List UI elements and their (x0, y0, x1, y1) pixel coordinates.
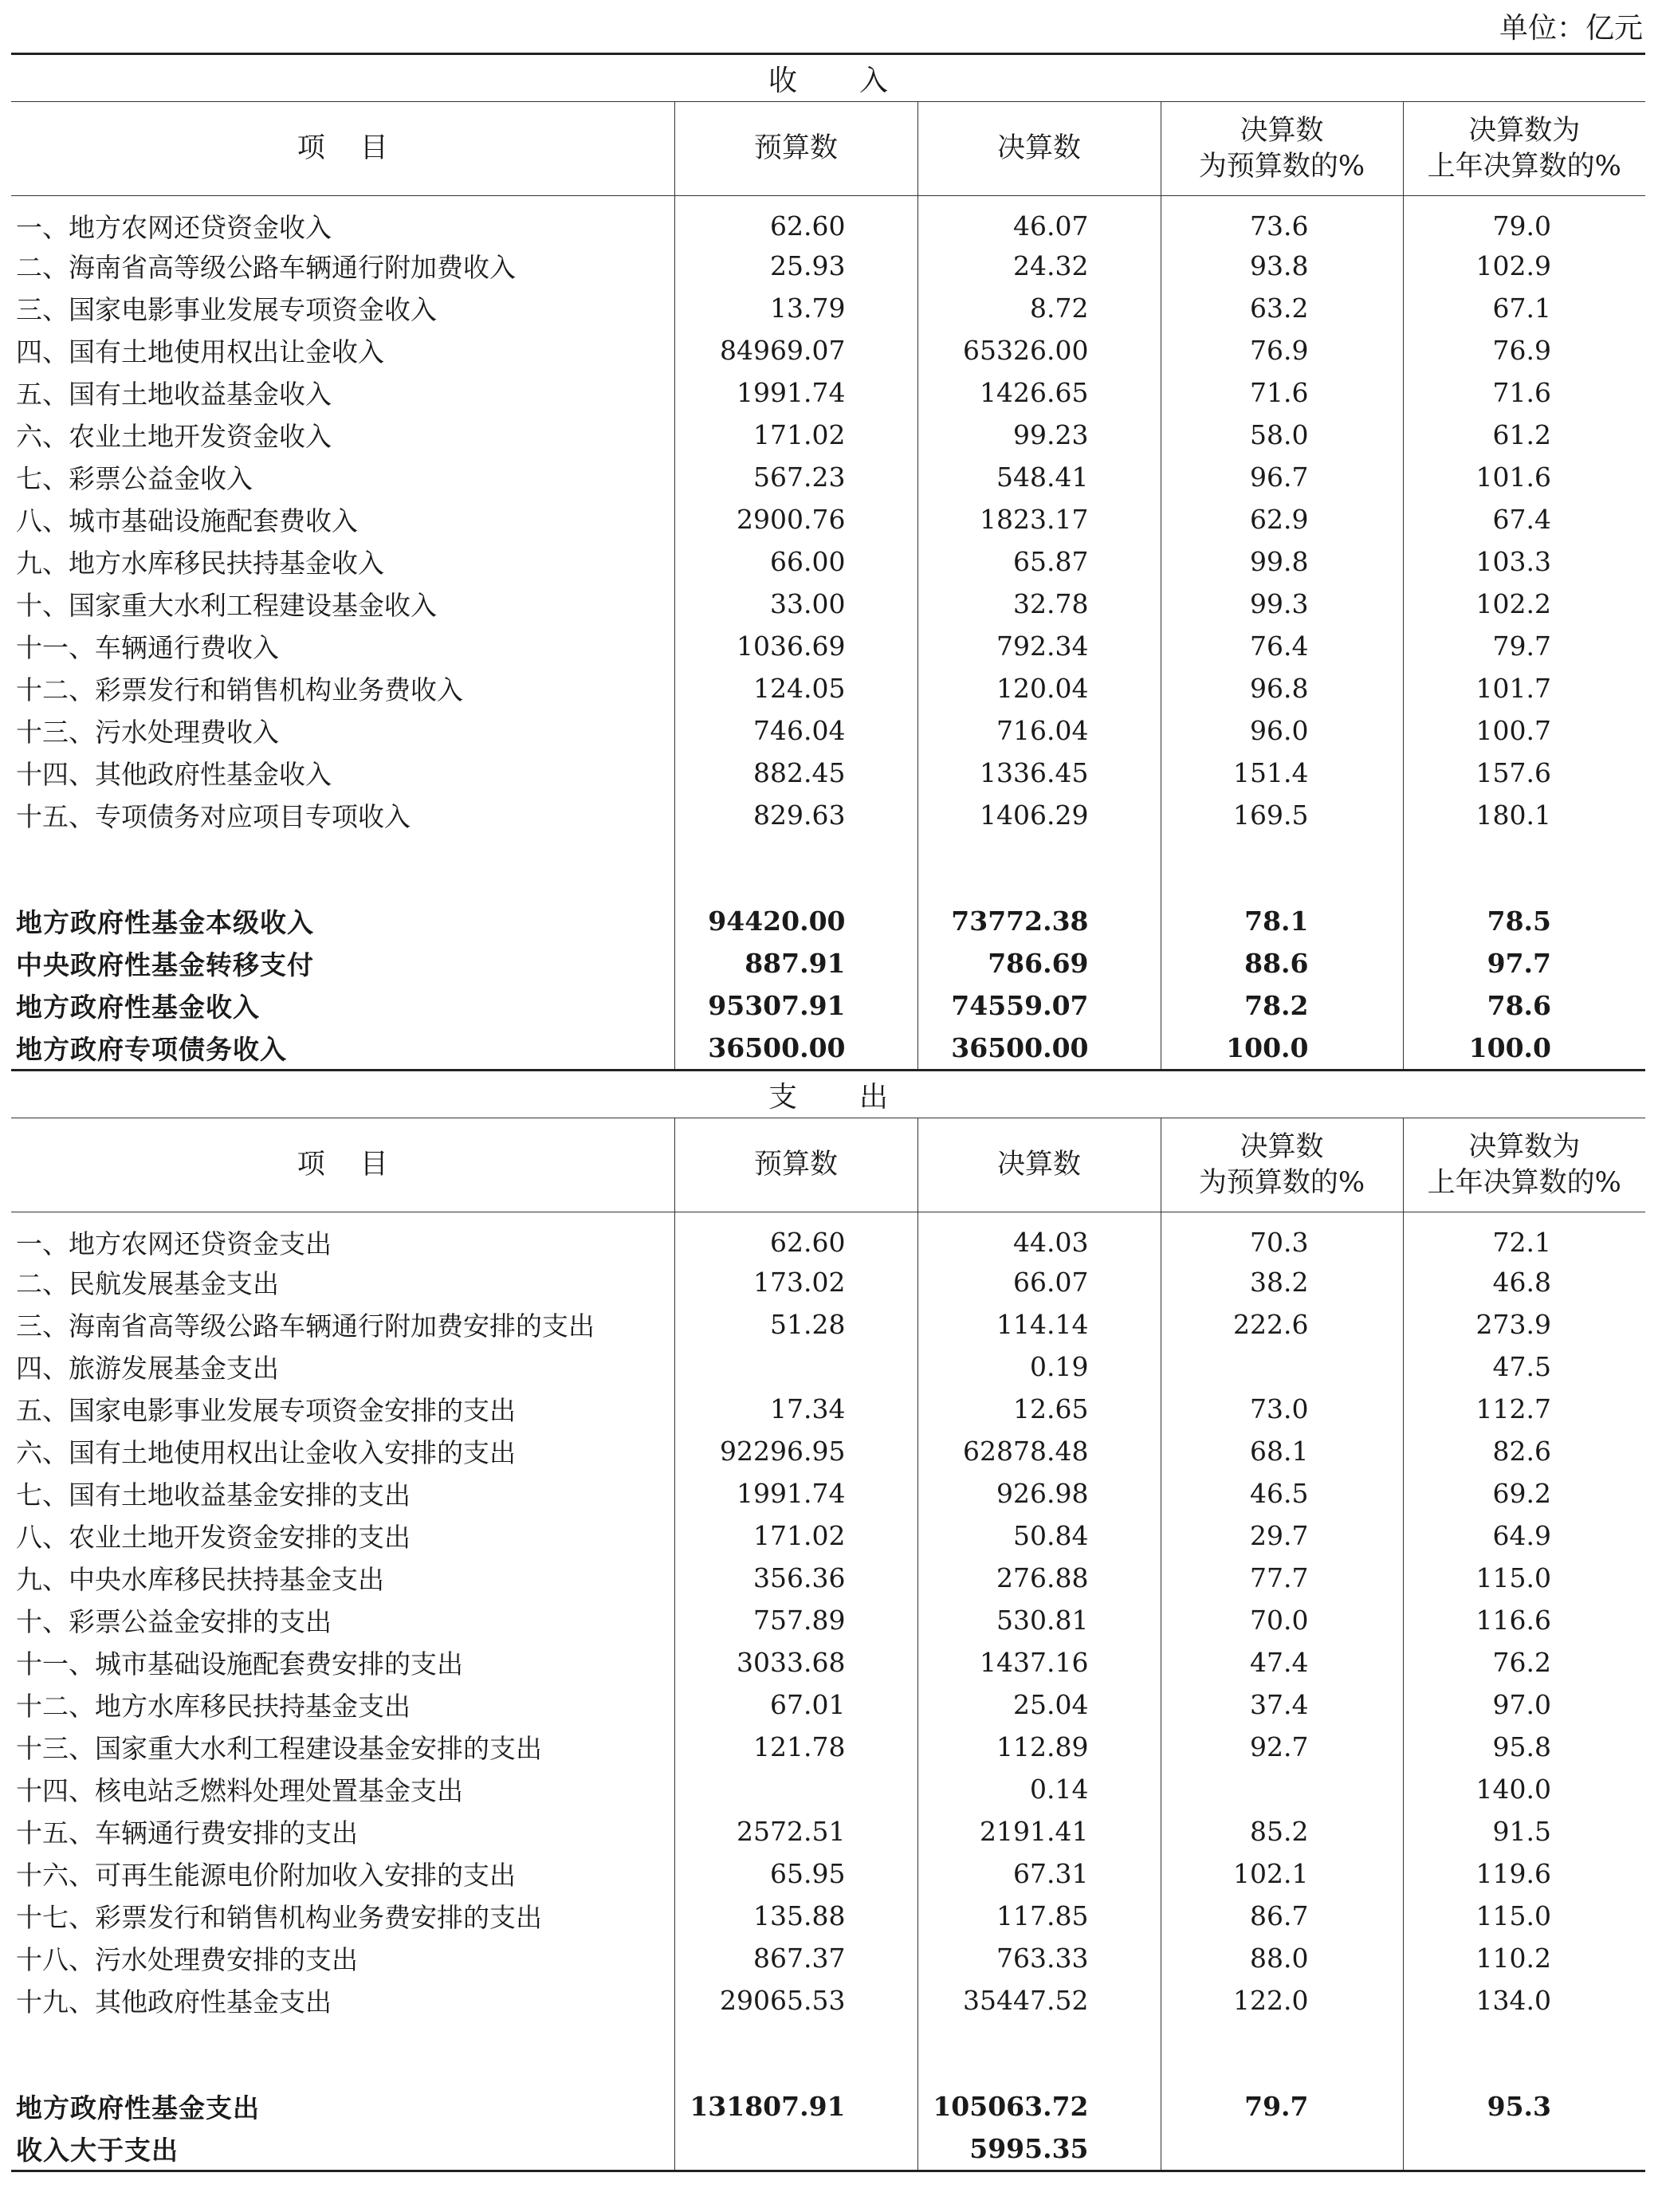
row-final: 65326.00 (917, 329, 1161, 371)
row-label: 八、城市基础设施配套费收入 (16, 505, 358, 536)
row-final: 112.89 (917, 1726, 1161, 1768)
header-pct-budget-line2: 为预算数的% (1198, 1166, 1365, 1199)
row-final: 66.07 (917, 1261, 1161, 1303)
row-pct-budget: 79.7 (1161, 2085, 1403, 2128)
spacer-cell (674, 836, 917, 900)
row-budget: 95307.91 (674, 984, 917, 1027)
table-row (11, 1261, 1645, 1303)
row-pct-prev: 180.1 (1403, 794, 1645, 836)
spacer-cell (674, 2021, 917, 2085)
row-budget: 94420.00 (674, 900, 917, 942)
row-label: 十四、核电站乏燃料处理处置基金支出 (16, 1775, 463, 1806)
row-pct-prev: 79.7 (1403, 625, 1645, 667)
row-budget: 3033.68 (674, 1641, 917, 1684)
table-row (11, 245, 1645, 287)
row-pct-prev: 78.6 (1403, 984, 1645, 1027)
row-final: 105063.72 (917, 2085, 1161, 2128)
row-budget: 62.60 (674, 196, 917, 246)
row-final: 0.14 (917, 1768, 1161, 1810)
row-pct-prev: 100.0 (1403, 1027, 1645, 1071)
row-budget: 171.02 (674, 1515, 917, 1557)
row-pct-prev: 91.5 (1403, 1810, 1645, 1853)
table-row (11, 1557, 1645, 1599)
table-row (11, 1979, 1645, 2021)
row-pct-budget: 76.9 (1161, 329, 1403, 371)
table-row (11, 1430, 1645, 1472)
row-label: 地方政府性基金本级收入 (16, 907, 314, 938)
row-label: 十一、城市基础设施配套费安排的支出 (16, 1648, 463, 1680)
row-final: 117.85 (917, 1895, 1161, 1937)
row-pct-budget: 63.2 (1161, 287, 1403, 329)
row-budget (674, 2128, 917, 2171)
row-pct-budget: 122.0 (1161, 1979, 1403, 2021)
row-label: 七、国有土地收益基金安排的支出 (16, 1479, 411, 1511)
header-final: 决算数 (917, 102, 1161, 196)
row-budget (674, 1768, 917, 1810)
row-label: 地方政府性基金收入 (16, 992, 260, 1023)
row-budget: 33.00 (674, 583, 917, 625)
spacer-cell (1403, 836, 1645, 900)
spacer-cell (917, 2021, 1161, 2085)
table-row (11, 900, 1645, 942)
table-row (11, 1027, 1645, 1071)
row-pct-prev: 69.2 (1403, 1472, 1645, 1515)
row-label: 九、地方水库移民扶持基金收入 (16, 548, 384, 579)
row-pct-budget: 70.3 (1161, 1212, 1403, 1262)
row-budget: 67.01 (674, 1684, 917, 1726)
row-budget: 567.23 (674, 456, 917, 498)
row-pct-prev: 97.7 (1403, 942, 1645, 984)
row-pct-prev: 273.9 (1403, 1303, 1645, 1346)
header-item-label: 项目 (297, 132, 423, 164)
table-row (11, 329, 1645, 371)
row-final: 65.87 (917, 540, 1161, 583)
row-label: 十三、国家重大水利工程建设基金安排的支出 (16, 1733, 542, 1764)
header-pct-prev (1403, 1118, 1645, 1212)
row-pct-budget: 37.4 (1161, 1684, 1403, 1726)
spacer-row (11, 836, 1645, 900)
table-row (11, 1641, 1645, 1684)
row-final: 62878.48 (917, 1430, 1161, 1472)
spacer-cell (1161, 2021, 1403, 2085)
header-pct-prev (1403, 102, 1645, 196)
table-row (11, 1768, 1645, 1810)
row-budget: 51.28 (674, 1303, 917, 1346)
table-row (11, 1726, 1645, 1768)
table-row (11, 414, 1645, 456)
table-row (11, 1388, 1645, 1430)
column-header-row (11, 102, 1645, 196)
table-row (11, 1515, 1645, 1557)
row-budget: 1991.74 (674, 371, 917, 414)
row-budget: 92296.95 (674, 1430, 917, 1472)
row-pct-prev: 110.2 (1403, 1937, 1645, 1979)
table-row (11, 984, 1645, 1027)
row-label: 地方政府性基金支出 (16, 2092, 260, 2124)
spacer-row (11, 2021, 1645, 2085)
row-final: 36500.00 (917, 1027, 1161, 1071)
row-label: 二、民航发展基金支出 (16, 1268, 279, 1299)
row-final: 763.33 (917, 1937, 1161, 1979)
header-pct-prev-line2: 上年决算数的% (1427, 1166, 1621, 1199)
row-pct-prev: 134.0 (1403, 1979, 1645, 2021)
row-pct-prev: 103.3 (1403, 540, 1645, 583)
table-row (11, 2128, 1645, 2171)
row-label: 五、国有土地收益基金收入 (16, 379, 332, 410)
row-label: 十二、彩票发行和销售机构业务费收入 (16, 674, 463, 705)
row-pct-budget: 151.4 (1161, 752, 1403, 794)
row-pct-prev (1403, 2128, 1645, 2171)
spacer-cell (1403, 2021, 1645, 2085)
table-row (11, 456, 1645, 498)
row-pct-prev: 157.6 (1403, 752, 1645, 794)
row-pct-prev: 95.8 (1403, 1726, 1645, 1768)
table-row (11, 709, 1645, 752)
header-pct-budget (1161, 1118, 1403, 1212)
header-item (11, 1118, 674, 1212)
row-budget: 131807.91 (674, 2085, 917, 2128)
row-budget: 36500.00 (674, 1027, 917, 1071)
row-pct-budget: 86.7 (1161, 1895, 1403, 1937)
row-final: 786.69 (917, 942, 1161, 984)
header-pct-budget (1161, 102, 1403, 196)
row-budget: 135.88 (674, 1895, 917, 1937)
row-final: 120.04 (917, 667, 1161, 709)
table-row (11, 1937, 1645, 1979)
row-budget: 124.05 (674, 667, 917, 709)
row-final: 1823.17 (917, 498, 1161, 540)
spacer-cell (11, 836, 674, 900)
row-final: 548.41 (917, 456, 1161, 498)
row-pct-budget (1161, 1346, 1403, 1388)
row-label: 八、农业土地开发资金安排的支出 (16, 1522, 411, 1553)
row-pct-prev: 67.1 (1403, 287, 1645, 329)
section-title: 收入 (11, 54, 1645, 102)
row-pct-prev: 79.0 (1403, 196, 1645, 246)
row-final: 1336.45 (917, 752, 1161, 794)
row-label: 十七、彩票发行和销售机构业务费安排的支出 (16, 1902, 542, 1933)
header-item-label: 项目 (297, 1149, 423, 1181)
row-label: 五、国家电影事业发展专项资金安排的支出 (16, 1395, 516, 1426)
row-pct-budget: 70.0 (1161, 1599, 1403, 1641)
row-budget: 2572.51 (674, 1810, 917, 1853)
row-final: 5995.35 (917, 2128, 1161, 2171)
row-label: 十四、其他政府性基金收入 (16, 759, 332, 790)
row-pct-budget: 99.8 (1161, 540, 1403, 583)
table-row (11, 1599, 1645, 1641)
row-label: 中央政府性基金转移支付 (16, 949, 314, 980)
row-label: 四、国有土地使用权出让金收入 (16, 336, 384, 367)
row-budget: 62.60 (674, 1212, 917, 1262)
row-label: 十、国家重大水利工程建设基金收入 (16, 590, 437, 621)
row-label: 十五、车辆通行费安排的支出 (16, 1817, 358, 1849)
header-pct-budget-line1: 决算数 (1240, 114, 1324, 147)
row-final: 74559.07 (917, 984, 1161, 1027)
row-budget: 173.02 (674, 1261, 917, 1303)
table-row (11, 196, 1645, 246)
row-pct-budget: 92.7 (1161, 1726, 1403, 1768)
row-pct-prev: 76.2 (1403, 1641, 1645, 1684)
table-row (11, 2085, 1645, 2128)
row-label: 十三、污水处理费收入 (16, 717, 279, 748)
row-budget: 65.95 (674, 1853, 917, 1895)
row-pct-budget: 88.6 (1161, 942, 1403, 984)
table-row (11, 942, 1645, 984)
row-final: 44.03 (917, 1212, 1161, 1262)
row-pct-budget: 68.1 (1161, 1430, 1403, 1472)
row-label: 十八、污水处理费安排的支出 (16, 1944, 358, 1975)
section-header-row (11, 1071, 1645, 1118)
row-pct-budget: 78.1 (1161, 900, 1403, 942)
row-budget: 84969.07 (674, 329, 917, 371)
spacer-cell (11, 2021, 674, 2085)
row-pct-prev: 97.0 (1403, 1684, 1645, 1726)
row-pct-budget: 88.0 (1161, 1937, 1403, 1979)
row-pct-prev: 82.6 (1403, 1430, 1645, 1472)
header-pct-prev-line2: 上年决算数的% (1427, 150, 1621, 183)
row-final: 32.78 (917, 583, 1161, 625)
header-budget: 预算数 (674, 102, 917, 196)
row-pct-budget: 77.7 (1161, 1557, 1403, 1599)
row-final: 99.23 (917, 414, 1161, 456)
header-pct-prev-line1: 决算数为 (1468, 1130, 1581, 1163)
table-row (11, 371, 1645, 414)
table-body (11, 54, 1645, 2171)
table-row (11, 1346, 1645, 1388)
row-label: 七、彩票公益金收入 (16, 463, 253, 494)
row-pct-budget: 169.5 (1161, 794, 1403, 836)
table-row (11, 1303, 1645, 1346)
row-final: 2191.41 (917, 1810, 1161, 1853)
row-pct-prev: 46.8 (1403, 1261, 1645, 1303)
row-label: 九、中央水库移民扶持基金支出 (16, 1564, 384, 1595)
row-pct-prev: 61.2 (1403, 414, 1645, 456)
row-budget: 66.00 (674, 540, 917, 583)
row-label: 四、旅游发展基金支出 (16, 1353, 279, 1384)
row-final: 67.31 (917, 1853, 1161, 1895)
row-pct-prev: 102.2 (1403, 583, 1645, 625)
table-row (11, 1684, 1645, 1726)
row-final: 35447.52 (917, 1979, 1161, 2021)
row-budget: 121.78 (674, 1726, 917, 1768)
row-budget: 25.93 (674, 245, 917, 287)
row-budget: 867.37 (674, 1937, 917, 1979)
section-header-row (11, 54, 1645, 102)
row-pct-budget: 96.7 (1161, 456, 1403, 498)
row-final: 1437.16 (917, 1641, 1161, 1684)
row-pct-budget: 85.2 (1161, 1810, 1403, 1853)
row-pct-prev: 101.6 (1403, 456, 1645, 498)
header-budget: 预算数 (674, 1118, 917, 1212)
row-pct-budget: 222.6 (1161, 1303, 1403, 1346)
table-row (11, 667, 1645, 709)
row-pct-prev: 140.0 (1403, 1768, 1645, 1810)
table-row (11, 1472, 1645, 1515)
row-pct-budget: 102.1 (1161, 1853, 1403, 1895)
row-label: 一、地方农网还贷资金支出 (16, 1228, 332, 1259)
row-final: 46.07 (917, 196, 1161, 246)
row-pct-prev: 47.5 (1403, 1346, 1645, 1388)
spacer-cell (1161, 836, 1403, 900)
row-pct-budget: 71.6 (1161, 371, 1403, 414)
row-pct-budget: 78.2 (1161, 984, 1403, 1027)
table-row (11, 287, 1645, 329)
row-label: 二、海南省高等级公路车辆通行附加费收入 (16, 252, 516, 283)
table-row (11, 540, 1645, 583)
row-pct-budget: 93.8 (1161, 245, 1403, 287)
row-pct-prev: 67.4 (1403, 498, 1645, 540)
row-final: 25.04 (917, 1684, 1161, 1726)
row-pct-budget: 58.0 (1161, 414, 1403, 456)
row-budget: 1991.74 (674, 1472, 917, 1515)
section-title: 支出 (11, 1071, 1645, 1118)
row-final: 50.84 (917, 1515, 1161, 1557)
row-final: 1406.29 (917, 794, 1161, 836)
row-budget: 887.91 (674, 942, 917, 984)
row-final: 24.32 (917, 245, 1161, 287)
unit-label: 单位：亿元 (1499, 12, 1643, 45)
row-pct-prev: 102.9 (1403, 245, 1645, 287)
row-final: 716.04 (917, 709, 1161, 752)
row-pct-budget: 96.0 (1161, 709, 1403, 752)
row-label: 十一、车辆通行费收入 (16, 632, 279, 663)
row-budget: 29065.53 (674, 1979, 917, 2021)
row-pct-budget: 38.2 (1161, 1261, 1403, 1303)
row-label: 十九、其他政府性基金支出 (16, 1986, 332, 2018)
row-pct-budget (1161, 2128, 1403, 2171)
row-budget: 829.63 (674, 794, 917, 836)
row-final: 114.14 (917, 1303, 1161, 1346)
table-row (11, 1810, 1645, 1853)
row-final: 12.65 (917, 1388, 1161, 1430)
row-budget: 882.45 (674, 752, 917, 794)
row-budget: 2900.76 (674, 498, 917, 540)
row-label: 三、海南省高等级公路车辆通行附加费安排的支出 (16, 1310, 595, 1342)
table-row (11, 498, 1645, 540)
header-pct-budget-line1: 决算数 (1240, 1130, 1324, 1163)
row-pct-budget: 46.5 (1161, 1472, 1403, 1515)
row-label: 一、地方农网还贷资金收入 (16, 212, 332, 243)
row-pct-budget: 96.8 (1161, 667, 1403, 709)
row-pct-budget (1161, 1768, 1403, 1810)
table-row (11, 752, 1645, 794)
row-label: 收入大于支出 (11, 2128, 674, 2171)
row-label: 六、农业土地开发资金收入 (16, 421, 332, 452)
row-budget: 356.36 (674, 1557, 917, 1599)
header-pct-budget-line2: 为预算数的% (1198, 150, 1365, 183)
row-pct-budget: 76.4 (1161, 625, 1403, 667)
row-pct-budget: 29.7 (1161, 1515, 1403, 1557)
row-budget: 171.02 (674, 414, 917, 456)
row-pct-budget: 62.9 (1161, 498, 1403, 540)
row-budget: 1036.69 (674, 625, 917, 667)
row-final: 530.81 (917, 1599, 1161, 1641)
row-budget: 757.89 (674, 1599, 917, 1641)
row-budget: 13.79 (674, 287, 917, 329)
row-label: 十六、可再生能源电价附加收入安排的支出 (16, 1860, 516, 1891)
table-row (11, 625, 1645, 667)
row-pct-budget: 73.6 (1161, 196, 1403, 246)
row-label: 十二、地方水库移民扶持基金支出 (16, 1691, 411, 1722)
row-pct-budget: 47.4 (1161, 1641, 1403, 1684)
row-pct-prev: 112.7 (1403, 1388, 1645, 1430)
row-pct-prev: 78.5 (1403, 900, 1645, 942)
row-pct-budget: 73.0 (1161, 1388, 1403, 1430)
row-budget (674, 1346, 917, 1388)
row-budget: 746.04 (674, 709, 917, 752)
row-pct-prev: 71.6 (1403, 371, 1645, 414)
row-final: 792.34 (917, 625, 1161, 667)
row-final: 0.19 (917, 1346, 1161, 1388)
header-pct-prev-line1: 决算数为 (1468, 114, 1581, 147)
row-pct-prev: 115.0 (1403, 1557, 1645, 1599)
row-pct-prev: 76.9 (1403, 329, 1645, 371)
row-label: 六、国有土地使用权出让金收入安排的支出 (16, 1437, 516, 1468)
row-final: 8.72 (917, 287, 1161, 329)
row-label: 十、彩票公益金安排的支出 (16, 1606, 332, 1637)
row-final: 73772.38 (917, 900, 1161, 942)
fund-budget-table (11, 53, 1645, 2172)
row-pct-prev: 101.7 (1403, 667, 1645, 709)
row-label: 三、国家电影事业发展专项资金收入 (16, 294, 437, 325)
column-header-row (11, 1118, 1645, 1212)
row-pct-prev: 115.0 (1403, 1895, 1645, 1937)
row-pct-budget: 99.3 (1161, 583, 1403, 625)
row-pct-prev: 119.6 (1403, 1853, 1645, 1895)
table-row (11, 794, 1645, 836)
header-item (11, 102, 674, 196)
table-row (11, 1853, 1645, 1895)
table-row (11, 1895, 1645, 1937)
row-pct-prev: 100.7 (1403, 709, 1645, 752)
row-label: 地方政府专项债务收入 (11, 1027, 674, 1071)
row-budget: 17.34 (674, 1388, 917, 1430)
row-label: 十五、专项债务对应项目专项收入 (16, 801, 411, 832)
spacer-cell (917, 836, 1161, 900)
table-row (11, 1212, 1645, 1262)
row-final: 276.88 (917, 1557, 1161, 1599)
header-final: 决算数 (917, 1118, 1161, 1212)
row-pct-prev: 95.3 (1403, 2085, 1645, 2128)
row-pct-prev: 64.9 (1403, 1515, 1645, 1557)
row-pct-budget: 100.0 (1161, 1027, 1403, 1071)
table-row (11, 583, 1645, 625)
row-pct-prev: 72.1 (1403, 1212, 1645, 1262)
row-pct-prev: 116.6 (1403, 1599, 1645, 1641)
row-final: 926.98 (917, 1472, 1161, 1515)
row-final: 1426.65 (917, 371, 1161, 414)
